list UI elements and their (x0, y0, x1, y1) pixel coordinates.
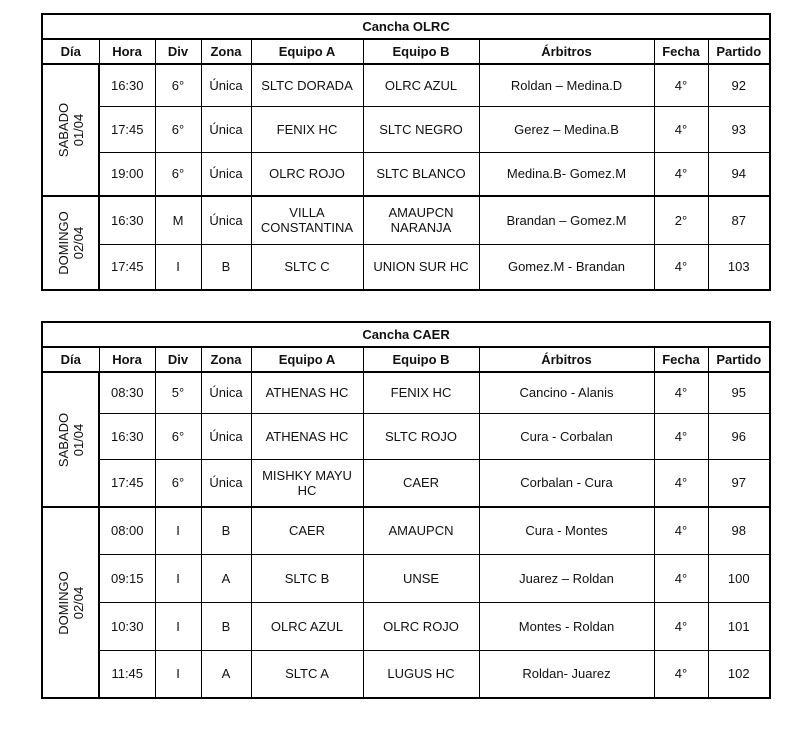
div-cell: M (155, 196, 201, 244)
fecha-cell: 4° (654, 413, 708, 459)
fecha-cell: 4° (654, 507, 708, 554)
arbitros-cell: Gomez.M - Brandan (479, 244, 654, 290)
fecha-cell: 4° (654, 244, 708, 290)
day-date: 01/04 (70, 113, 86, 147)
table-row (42, 554, 770, 602)
fecha-cell: 4° (654, 554, 708, 602)
div-cell: I (155, 554, 201, 602)
hora-cell: 16:30 (99, 64, 155, 106)
partido-cell: 87 (708, 196, 770, 244)
fecha-cell: 4° (654, 152, 708, 196)
table-title: Cancha OLRC (42, 14, 770, 39)
table-row (42, 459, 770, 507)
div-cell: I (155, 507, 201, 554)
fecha-cell: 4° (654, 459, 708, 507)
hora-cell: 08:00 (99, 507, 155, 554)
div-cell: I (155, 602, 201, 650)
table-row (42, 196, 770, 244)
zona-cell: B (201, 507, 251, 554)
equipo-b-cell: CAER (363, 459, 479, 507)
equipo-a-cell: FENIX HC (251, 106, 363, 152)
div-cell: I (155, 650, 201, 698)
div-cell: 6° (155, 459, 201, 507)
zona-cell: A (201, 650, 251, 698)
equipo-b-cell: UNION SUR HC (363, 244, 479, 290)
col-header-zona: Zona (201, 39, 251, 64)
hora-cell: 17:45 (99, 459, 155, 507)
partido-cell: 92 (708, 64, 770, 106)
arbitros-cell: Brandan – Gomez.M (479, 196, 654, 244)
div-cell: 5° (155, 372, 201, 413)
table-row (42, 64, 770, 106)
col-header-div: Div (155, 39, 201, 64)
zona-cell: Única (201, 152, 251, 196)
hora-cell: 10:30 (99, 602, 155, 650)
equipo-b-cell: SLTC BLANCO (363, 152, 479, 196)
fecha-cell: 2° (654, 196, 708, 244)
partido-cell: 95 (708, 372, 770, 413)
div-cell: 6° (155, 413, 201, 459)
partido-cell: 98 (708, 507, 770, 554)
equipo-b-cell: FENIX HC (363, 372, 479, 413)
arbitros-cell: Juarez – Roldan (479, 554, 654, 602)
equipo-a-cell: SLTC B (251, 554, 363, 602)
zona-cell: Única (201, 459, 251, 507)
schedule-table-caer (41, 321, 771, 699)
zona-cell: Única (201, 372, 251, 413)
equipo-b-cell: AMAUPCN (363, 507, 479, 554)
col-header-equipo-a: Equipo A (251, 347, 363, 372)
table-row (42, 507, 770, 554)
partido-cell: 103 (708, 244, 770, 290)
fecha-cell: 4° (654, 106, 708, 152)
zona-cell: Única (201, 106, 251, 152)
day-date: 01/04 (70, 423, 86, 456)
arbitros-cell: Gerez – Medina.B (479, 106, 654, 152)
equipo-b-cell: OLRC ROJO (363, 602, 479, 650)
partido-cell: 96 (708, 413, 770, 459)
table-row (42, 413, 770, 459)
col-header-dia: Día (42, 39, 99, 64)
day-date: 02/04 (70, 586, 86, 619)
col-header-zona: Zona (201, 347, 251, 372)
table-row (42, 106, 770, 152)
table-row (42, 152, 770, 196)
day-label: DOMINGO (55, 211, 71, 275)
zona-cell: A (201, 554, 251, 602)
col-header-partido: Partido (708, 39, 770, 64)
col-header-partido: Partido (708, 347, 770, 372)
col-header-equipo-b: Equipo B (363, 347, 479, 372)
col-header-div: Div (155, 347, 201, 372)
table-row (42, 372, 770, 413)
table-title: Cancha CAER (42, 322, 770, 347)
equipo-a-cell: SLTC C (251, 244, 363, 290)
partido-cell: 93 (708, 106, 770, 152)
zona-cell: Única (201, 64, 251, 106)
equipo-a-cell: OLRC AZUL (251, 602, 363, 650)
arbitros-cell: Roldan- Juarez (479, 650, 654, 698)
equipo-b-cell: AMAUPCN NARANJA (363, 196, 479, 244)
equipo-a-cell: ATHENAS HC (251, 372, 363, 413)
zona-cell: Única (201, 413, 251, 459)
equipo-b-cell: UNSE (363, 554, 479, 602)
day-cell (42, 507, 99, 698)
div-cell: 6° (155, 106, 201, 152)
day-label: DOMINGO (55, 570, 71, 635)
arbitros-cell: Corbalan - Cura (479, 459, 654, 507)
arbitros-cell: Cura - Montes (479, 507, 654, 554)
arbitros-cell: Montes - Roldan (479, 602, 654, 650)
col-header-hora: Hora (99, 347, 155, 372)
hora-cell: 09:15 (99, 554, 155, 602)
col-header-equipo-a: Equipo A (251, 39, 363, 64)
fecha-cell: 4° (654, 372, 708, 413)
hora-cell: 08:30 (99, 372, 155, 413)
day-label: SABADO (55, 412, 71, 467)
equipo-b-cell: SLTC NEGRO (363, 106, 479, 152)
equipo-a-cell: CAER (251, 507, 363, 554)
day-date: 02/04 (70, 226, 86, 260)
fecha-cell: 4° (654, 64, 708, 106)
table-row (42, 244, 770, 290)
col-header-dia: Día (42, 347, 99, 372)
zona-cell: B (201, 602, 251, 650)
col-header-arbitros: Árbitros (479, 39, 654, 64)
div-cell: 6° (155, 64, 201, 106)
partido-cell: 94 (708, 152, 770, 196)
day-cell (42, 372, 99, 507)
hora-cell: 19:00 (99, 152, 155, 196)
equipo-a-cell: SLTC DORADA (251, 64, 363, 106)
col-header-arbitros: Árbitros (479, 347, 654, 372)
zona-cell: B (201, 244, 251, 290)
col-header-fecha: Fecha (654, 39, 708, 64)
arbitros-cell: Roldan – Medina.D (479, 64, 654, 106)
partido-cell: 102 (708, 650, 770, 698)
hora-cell: 17:45 (99, 244, 155, 290)
equipo-a-cell: MISHKY MAYU HC (251, 459, 363, 507)
equipo-b-cell: LUGUS HC (363, 650, 479, 698)
arbitros-cell: Cura - Corbalan (479, 413, 654, 459)
equipo-a-cell: VILLA CONSTANTINA (251, 196, 363, 244)
hora-cell: 16:30 (99, 413, 155, 459)
hora-cell: 16:30 (99, 196, 155, 244)
partido-cell: 97 (708, 459, 770, 507)
day-label: SABADO (55, 102, 71, 158)
equipo-b-cell: SLTC ROJO (363, 413, 479, 459)
equipo-a-cell: SLTC A (251, 650, 363, 698)
fecha-cell: 4° (654, 602, 708, 650)
schedule-table-olrc (41, 13, 771, 291)
partido-cell: 100 (708, 554, 770, 602)
arbitros-cell: Cancino - Alanis (479, 372, 654, 413)
equipo-a-cell: ATHENAS HC (251, 413, 363, 459)
div-cell: 6° (155, 152, 201, 196)
div-cell: I (155, 244, 201, 290)
day-cell (42, 196, 99, 290)
equipo-b-cell: OLRC AZUL (363, 64, 479, 106)
zona-cell: Única (201, 196, 251, 244)
partido-cell: 101 (708, 602, 770, 650)
arbitros-cell: Medina.B- Gomez.M (479, 152, 654, 196)
col-header-hora: Hora (99, 39, 155, 64)
table-row (42, 602, 770, 650)
equipo-a-cell: OLRC ROJO (251, 152, 363, 196)
col-header-fecha: Fecha (654, 347, 708, 372)
table-row (42, 650, 770, 698)
hora-cell: 17:45 (99, 106, 155, 152)
col-header-equipo-b: Equipo B (363, 39, 479, 64)
day-cell (42, 64, 99, 196)
hora-cell: 11:45 (99, 650, 155, 698)
fecha-cell: 4° (654, 650, 708, 698)
